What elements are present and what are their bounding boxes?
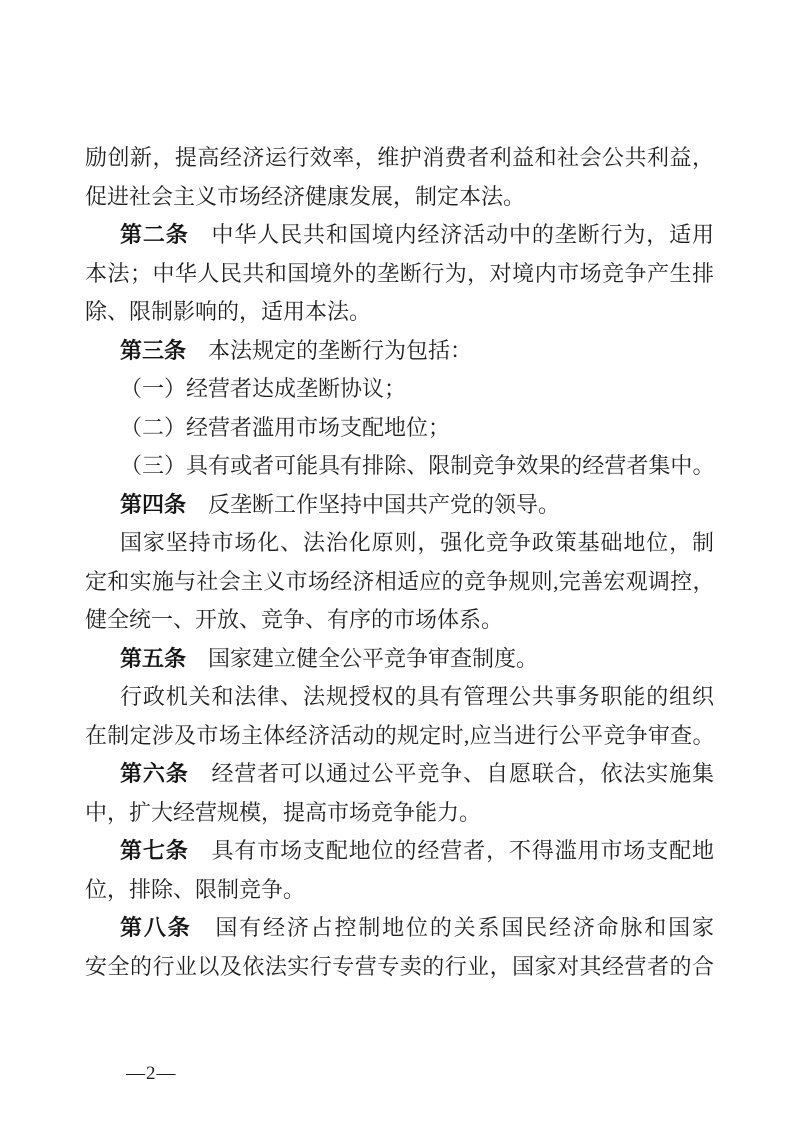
text-line: 第五条 国家建立健全公平竞争审查制度。	[120, 645, 539, 671]
text-line: 定和实施与社会主义市场经济相适应的竞争规则,完善宏观调控，	[85, 568, 714, 594]
text-line: 第八条 国有经济占控制地位的关系国民经济命脉和国家	[120, 915, 714, 940]
text-line: 中，扩大经营规模，提高市场竞争能力。	[85, 799, 482, 825]
text-line: 第三条 本法规定的垄断行为包括：	[120, 337, 473, 363]
text-line: 位，排除、限制竞争。	[85, 876, 306, 902]
text-line: 健全统一、开放、竞争、有序的市场体系。	[85, 607, 504, 632]
text-line: 除、限制影响的，适用本法。	[85, 299, 372, 324]
text-line: 励创新，提高经济运行效率，维护消费者利益和社会公共利益，	[85, 145, 714, 170]
article-number: 第五条	[120, 645, 187, 671]
text-line: 在制定涉及市场主体经济活动的规定时,应当进行公平竞争审查。	[85, 722, 714, 748]
text-line: 安全的行业以及依法实行专营专卖的行业，国家对其经营者的合	[85, 953, 714, 979]
text-line: 本法；中华人民共和国境外的垄断行为，对境内市场竞争产生排	[85, 260, 714, 286]
text-line: 促进社会主义市场经济健康发展，制定本法。	[85, 183, 526, 209]
text-line: 第六条 经营者可以通过公平竞争、自愿联合，依法实施集	[120, 761, 714, 786]
page-number: —2—	[126, 1063, 177, 1084]
article-number: 第八条	[120, 915, 192, 940]
text-line: （三）具有或者可能具有排除、限制竞争效果的经营者集中。	[120, 453, 714, 478]
text-line: （一）经营者达成垄断协议；	[120, 376, 407, 401]
article-number: 第三条	[120, 337, 187, 363]
text-line: 行政机关和法律、法规授权的具有管理公共事务职能的组织	[120, 684, 714, 709]
text-line: （二）经营者滥用市场支配地位；	[120, 414, 451, 440]
article-number: 第七条	[120, 838, 189, 863]
article-number: 第六条	[120, 761, 189, 786]
text-line: 第四条 反垄断工作坚持中国共产党的领导。	[120, 491, 561, 517]
document-body	[85, 139, 714, 986]
article-number: 第四条	[120, 491, 187, 517]
article-number: 第二条	[120, 222, 189, 247]
text-line: 第二条 中华人民共和国境内经济活动中的垄断行为，适用	[120, 222, 714, 247]
text-line: 国家坚持市场化、法治化原则，强化竞争政策基础地位，制	[120, 530, 714, 555]
text-line: 第七条 具有市场支配地位的经营者，不得滥用市场支配地	[120, 838, 714, 863]
